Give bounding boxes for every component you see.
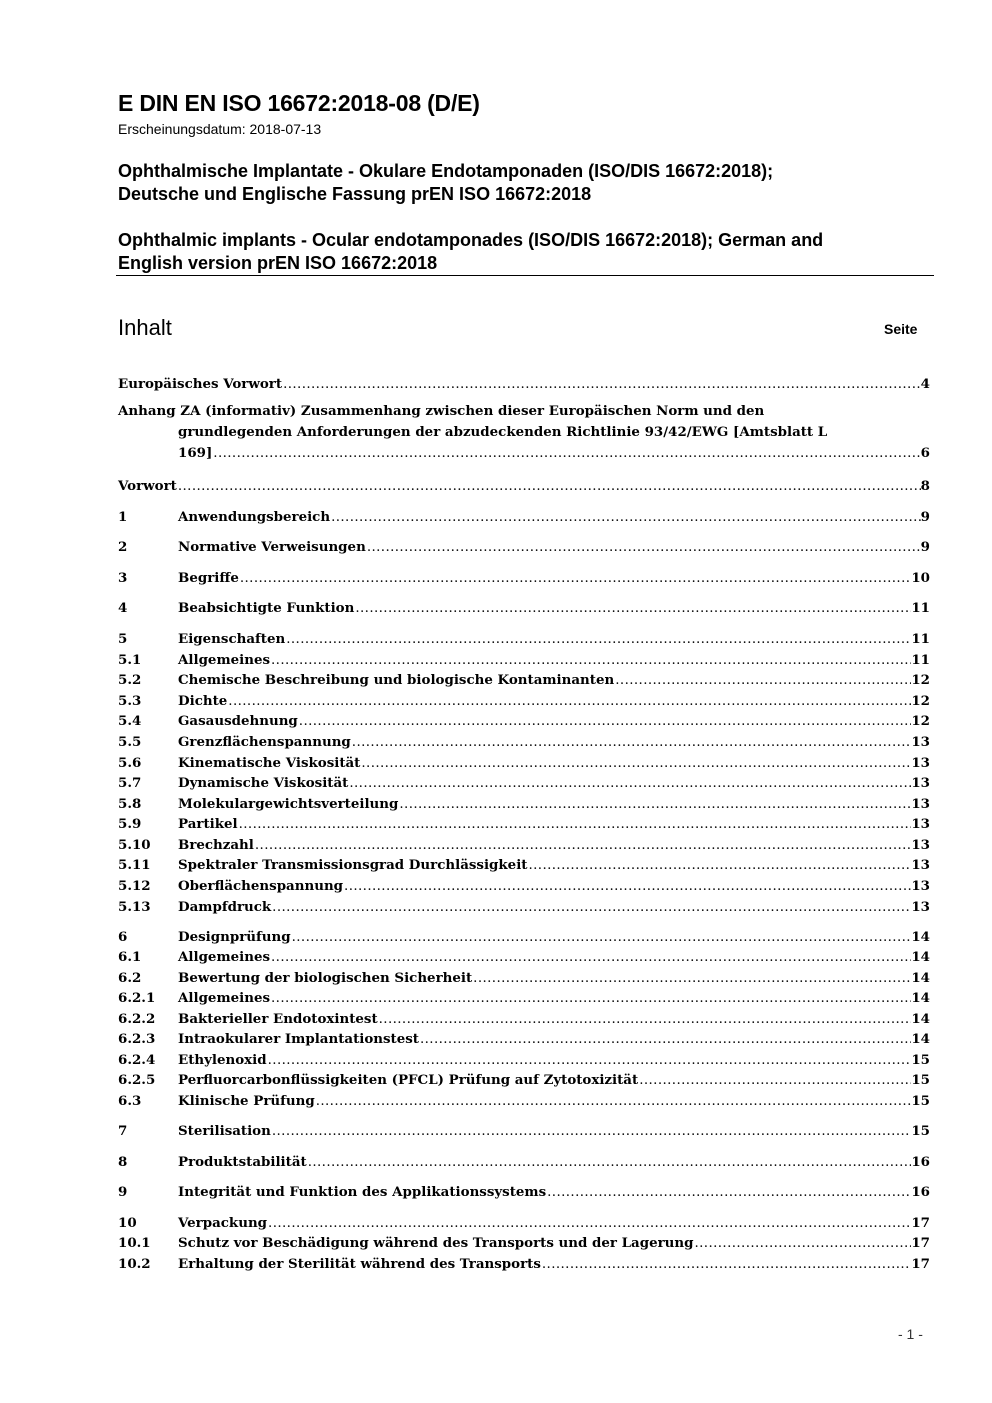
toc-entry[interactable] (118, 732, 930, 753)
toc-entry-title: Dichte (178, 693, 228, 709)
toc-anhang-line-2: grundlegenden Anforderungen der abzudeckenden Richtlinie 93/42/EWG [Amtsblatt L (178, 424, 828, 440)
toc-entry-title: Intraokularer Implantationstest (178, 1031, 419, 1047)
toc-entry-page: 15 (911, 1072, 930, 1088)
toc-entry-title: Chemische Beschreibung und biologische Kontaminanten (178, 672, 615, 688)
toc-entry-number: 6.2.1 (118, 990, 156, 1006)
dot-leader (541, 1254, 911, 1275)
toc-entry-page: 13 (911, 816, 930, 832)
toc-entry-line (178, 1182, 930, 1203)
toc-entry-line (178, 670, 930, 691)
toc-entry-page: 12 (911, 713, 930, 729)
dot-leader (270, 650, 911, 671)
toc-entry-line (178, 855, 930, 876)
toc-entry-line (178, 507, 930, 528)
dot-leader (330, 507, 921, 528)
dot-leader (227, 691, 911, 712)
dot-leader (298, 711, 912, 732)
toc-entry[interactable] (118, 507, 930, 528)
toc-entry-line (178, 732, 930, 753)
toc-entry-number: 5.4 (118, 713, 142, 729)
toc-entry-number: 6.2.5 (118, 1072, 156, 1088)
toc-entry-line (178, 1233, 930, 1254)
toc-entry[interactable] (118, 835, 930, 856)
toc-entry-number: 5.13 (118, 899, 151, 915)
toc-entry-line (178, 537, 930, 558)
toc-entry-title: Oberflächenspannung (178, 878, 344, 894)
toc-entry-number: 5.9 (118, 816, 142, 832)
document-id: E DIN EN ISO 16672:2018-08 (D/E) (118, 90, 480, 116)
toc-entry-number: 5.12 (118, 878, 151, 894)
toc-entry-number: 7 (118, 1123, 128, 1139)
toc-entry-line (178, 753, 930, 774)
toc-entry-number: 3 (118, 570, 128, 586)
toc-entry-line (178, 711, 930, 732)
header-divider (116, 275, 934, 276)
toc-entry-page: 16 (911, 1154, 930, 1170)
toc-entry-line (118, 476, 930, 497)
toc-entry[interactable] (118, 374, 930, 395)
title-english (118, 229, 938, 275)
toc-entry-title: Bewertung der biologischen Sicherheit (178, 970, 473, 986)
toc-entry-title: Klinische Prüfung (178, 1093, 315, 1109)
dot-leader (212, 443, 920, 464)
toc-entry-line (178, 1029, 930, 1050)
toc-entry[interactable] (118, 1091, 930, 1112)
toc-entry-page: 15 (911, 1093, 930, 1109)
toc-entry[interactable] (118, 1233, 930, 1254)
toc-entry-number: 5.10 (118, 837, 151, 853)
toc-entry-line (178, 773, 930, 794)
toc-entry-title: Sterilisation (178, 1123, 271, 1139)
toc-entry-title: Beabsichtigte Funktion (178, 600, 355, 616)
toc-entry[interactable] (118, 1182, 930, 1203)
toc-entry-line (178, 897, 930, 918)
toc-entry-line (178, 598, 930, 619)
toc-entry[interactable] (118, 629, 930, 650)
toc-entry-page: 15 (911, 1052, 930, 1068)
toc-entry-page: 12 (911, 672, 930, 688)
toc-entry-number: 4 (118, 600, 128, 616)
toc-entry[interactable] (118, 598, 930, 619)
toc-entry-line (178, 1152, 930, 1173)
dot-leader (267, 1213, 911, 1234)
toc-entry[interactable] (118, 1254, 930, 1275)
toc-entry-line (178, 794, 930, 815)
toc-entry-line (178, 1050, 930, 1071)
dot-leader (354, 598, 911, 619)
toc-entry-page: 14 (911, 929, 930, 945)
dot-leader (366, 537, 921, 558)
dot-leader (527, 855, 911, 876)
toc-entry-page: 13 (911, 857, 930, 873)
toc-entry-number: 5.11 (118, 857, 151, 873)
toc-entry-line (178, 1091, 930, 1112)
toc-entry-number: 5.8 (118, 796, 142, 812)
toc-entry-page: 14 (911, 1031, 930, 1047)
toc-entry-page: 16 (911, 1184, 930, 1200)
toc-entry-page: 13 (911, 899, 930, 915)
toc-entry[interactable] (118, 753, 930, 774)
dot-leader (546, 1182, 911, 1203)
toc-entry[interactable] (118, 1070, 930, 1091)
toc-page-column-label: Seite (884, 321, 918, 337)
toc-entry-title: Dynamische Viskosität (178, 775, 349, 791)
toc-entry-number: 5.6 (118, 755, 142, 771)
toc-entry-page: 8 (920, 478, 930, 494)
toc-entry[interactable] (118, 897, 930, 918)
toc-entry-line (178, 1070, 930, 1091)
toc-entry-number: 5.1 (118, 652, 142, 668)
toc-entry-title: Begriffe (178, 570, 239, 586)
toc-entry-number: 6.2.3 (118, 1031, 156, 1047)
dot-leader (360, 753, 911, 774)
toc-entry-line (178, 947, 930, 968)
toc-entry[interactable] (118, 1050, 930, 1071)
toc-entry-title: Gasausdehnung (178, 713, 298, 729)
toc-entry-line (178, 1213, 930, 1234)
toc-entry-title: Schutz vor Beschädigung während des Transports und der Lagerung (178, 1235, 694, 1251)
toc-entry-page: 14 (911, 970, 930, 986)
toc-entry-line (178, 968, 930, 989)
toc-entry-number: 6.1 (118, 949, 142, 965)
toc-entry-title: Normative Verweisungen (178, 539, 366, 555)
toc-entry[interactable] (118, 947, 930, 968)
toc-entry-page: 17 (911, 1256, 930, 1272)
toc-entry-page: 17 (911, 1215, 930, 1231)
toc-entry-title: Bakterieller Endotoxintest (178, 1011, 378, 1027)
toc-entry[interactable] (118, 568, 930, 589)
toc-entry-title: Spektraler Transmissionsgrad Durchlässigkeit (178, 857, 528, 873)
dot-leader (239, 568, 912, 589)
dot-leader (351, 732, 912, 753)
dot-leader (271, 897, 911, 918)
toc-entry-number: 10 (118, 1215, 137, 1231)
dot-leader (315, 1091, 912, 1112)
toc-entry-page: 15 (911, 1123, 930, 1139)
dot-leader (254, 835, 911, 856)
dot-leader (307, 1152, 912, 1173)
toc-entry[interactable] (118, 476, 930, 497)
toc-entry-number: 10.2 (118, 1256, 151, 1272)
dot-leader (343, 876, 911, 897)
toc-entry[interactable] (118, 988, 930, 1009)
title-german (118, 160, 938, 206)
toc-entry-line (178, 1254, 930, 1275)
dot-leader (267, 1050, 912, 1071)
toc-entry-page: 13 (911, 734, 930, 750)
title-english-line-2: English version prEN ISO 16672:2018 (118, 253, 438, 273)
dot-leader (398, 794, 911, 815)
toc-entry-anhang-za[interactable] (118, 401, 930, 464)
publication-date: Erscheinungsdatum: 2018-07-13 (118, 121, 322, 137)
toc-entry-title: Designprüfung (178, 929, 291, 945)
toc-entry-number: 5.7 (118, 775, 142, 791)
toc-entry-page: 13 (911, 837, 930, 853)
toc-entry-page: 14 (911, 949, 930, 965)
dot-leader (693, 1233, 911, 1254)
toc-entry-number: 5.5 (118, 734, 142, 750)
toc-entry[interactable] (118, 794, 930, 815)
toc-entry[interactable] (118, 814, 930, 835)
toc-entry-number: 1 (118, 509, 128, 525)
toc-entry[interactable] (118, 670, 930, 691)
dot-leader (348, 773, 911, 794)
toc-anhang-line-3-text: 169] (178, 445, 213, 461)
dot-leader (270, 988, 911, 1009)
toc-entry-number: 9 (118, 1184, 128, 1200)
dot-leader (270, 947, 911, 968)
toc-entry-page: 13 (911, 775, 930, 791)
toc-entry-line (178, 691, 930, 712)
toc-entry-number: 5.3 (118, 693, 142, 709)
toc-entry[interactable] (118, 1121, 930, 1142)
toc-entry-page: 12 (911, 693, 930, 709)
toc-entry-line (178, 1009, 930, 1030)
toc-entry-line (118, 374, 930, 395)
toc-entry-title: Anwendungsbereich (178, 509, 331, 525)
toc-entry-number: 10.1 (118, 1235, 151, 1251)
toc-entry-number: 6 (118, 929, 128, 945)
toc-entry-title: Allgemeines (178, 990, 271, 1006)
toc-entry-number: 6.3 (118, 1093, 142, 1109)
toc-entry[interactable] (118, 1213, 930, 1234)
toc-entry-number: 6.2.4 (118, 1052, 156, 1068)
toc-entry[interactable] (118, 711, 930, 732)
toc-entry-title: Perfluorcarbonflüssigkeiten (PFCL) Prüfung auf Zytotoxizität (178, 1072, 639, 1088)
toc-entry[interactable] (118, 927, 930, 948)
toc-anhang-page: 6 (920, 445, 930, 461)
toc-entry-title: Allgemeines (178, 949, 271, 965)
toc-entry[interactable] (118, 968, 930, 989)
dot-leader (638, 1070, 911, 1091)
title-german-line-2: Deutsche und Englische Fassung prEN ISO 16672:2018 (118, 184, 592, 204)
toc-entry-title: Integrität und Funktion des Applikationssystems (178, 1184, 547, 1200)
toc-entry-page: 17 (911, 1235, 930, 1251)
toc-entry-line (178, 629, 930, 650)
toc-entry[interactable] (118, 537, 930, 558)
toc-entry-page: 9 (920, 539, 930, 555)
toc-entry-line (178, 568, 930, 589)
toc-entry-title: Molekulargewichtsverteilung (178, 796, 399, 812)
toc-entry-title: Dampfdruck (178, 899, 272, 915)
toc-entry[interactable] (118, 1152, 930, 1173)
toc-entry-number: 6.2.2 (118, 1011, 156, 1027)
dot-leader (238, 814, 912, 835)
toc-entry-page: 11 (911, 600, 930, 616)
dot-leader (282, 374, 921, 395)
toc-entry[interactable] (118, 855, 930, 876)
page-number: - 1 - (898, 1326, 923, 1342)
toc-entry[interactable] (118, 1009, 930, 1030)
toc-entry-line (178, 650, 930, 671)
toc-entry-number: 8 (118, 1154, 128, 1170)
toc-anhang-line-1: Anhang ZA (informativ) Zusammenhang zwischen dieser Europäischen Norm und den (118, 403, 765, 419)
toc-entry-page: 11 (911, 652, 930, 668)
toc-entry-title: Brechzahl (178, 837, 254, 853)
toc-heading: Inhalt (118, 315, 172, 340)
toc-entry[interactable] (118, 876, 930, 897)
toc-entry-number: 5.2 (118, 672, 142, 688)
dot-leader (285, 629, 911, 650)
dot-leader (177, 476, 921, 497)
toc-entry-title: Produktstabilität (178, 1154, 307, 1170)
toc-entry-page: 9 (920, 509, 930, 525)
toc-entry-line (178, 835, 930, 856)
toc-entry-line (178, 927, 930, 948)
toc-entry-page: 11 (911, 631, 930, 647)
dot-leader (472, 968, 911, 989)
toc-entry-title: Eigenschaften (178, 631, 286, 647)
toc-entry-page: 13 (911, 755, 930, 771)
toc-entry-title: Vorwort (118, 478, 177, 494)
toc-entry[interactable] (118, 773, 930, 794)
toc-entry-line (178, 988, 930, 1009)
toc-entry-title: Erhaltung der Sterilität während des Transports (178, 1256, 541, 1272)
toc-entry-page: 10 (911, 570, 930, 586)
toc-entry-number: 5 (118, 631, 128, 647)
toc-entry-number: 6.2 (118, 970, 142, 986)
toc-entry-title: Europäisches Vorwort (118, 376, 283, 392)
toc-entry[interactable] (118, 691, 930, 712)
toc-entry-page: 4 (920, 376, 930, 392)
title-german-line-1: Ophthalmische Implantate - Okulare Endotamponaden (ISO/DIS 16672:2018); (118, 161, 774, 181)
toc-entry-title: Allgemeines (178, 652, 271, 668)
title-english-line-1: Ophthalmic implants - Ocular endotamponades (ISO/DIS 16672:2018); German and (118, 230, 824, 250)
toc-entry-page: 14 (911, 1011, 930, 1027)
toc-entry-line (178, 1121, 930, 1142)
toc-entry-title: Verpackung (178, 1215, 268, 1231)
toc-entry-title: Partikel (178, 816, 238, 832)
toc-entry-title: Grenzflächenspannung (178, 734, 351, 750)
dot-leader (614, 670, 911, 691)
toc-entry-title: Kinematische Viskosität (178, 755, 361, 771)
toc-entry-page: 13 (911, 878, 930, 894)
toc-entry-line (178, 814, 930, 835)
toc-entry-title: Ethylenoxid (178, 1052, 267, 1068)
dot-leader (378, 1009, 912, 1030)
toc-entry-page: 14 (911, 990, 930, 1006)
toc-entry-number: 2 (118, 539, 128, 555)
dot-leader (419, 1029, 911, 1050)
toc-entry-line (178, 876, 930, 897)
dot-leader (291, 927, 912, 948)
toc-entry[interactable] (118, 1029, 930, 1050)
toc-anhang-line-3 (118, 443, 930, 464)
toc-entry-page: 13 (911, 796, 930, 812)
toc-entry[interactable] (118, 650, 930, 671)
dot-leader (271, 1121, 912, 1142)
